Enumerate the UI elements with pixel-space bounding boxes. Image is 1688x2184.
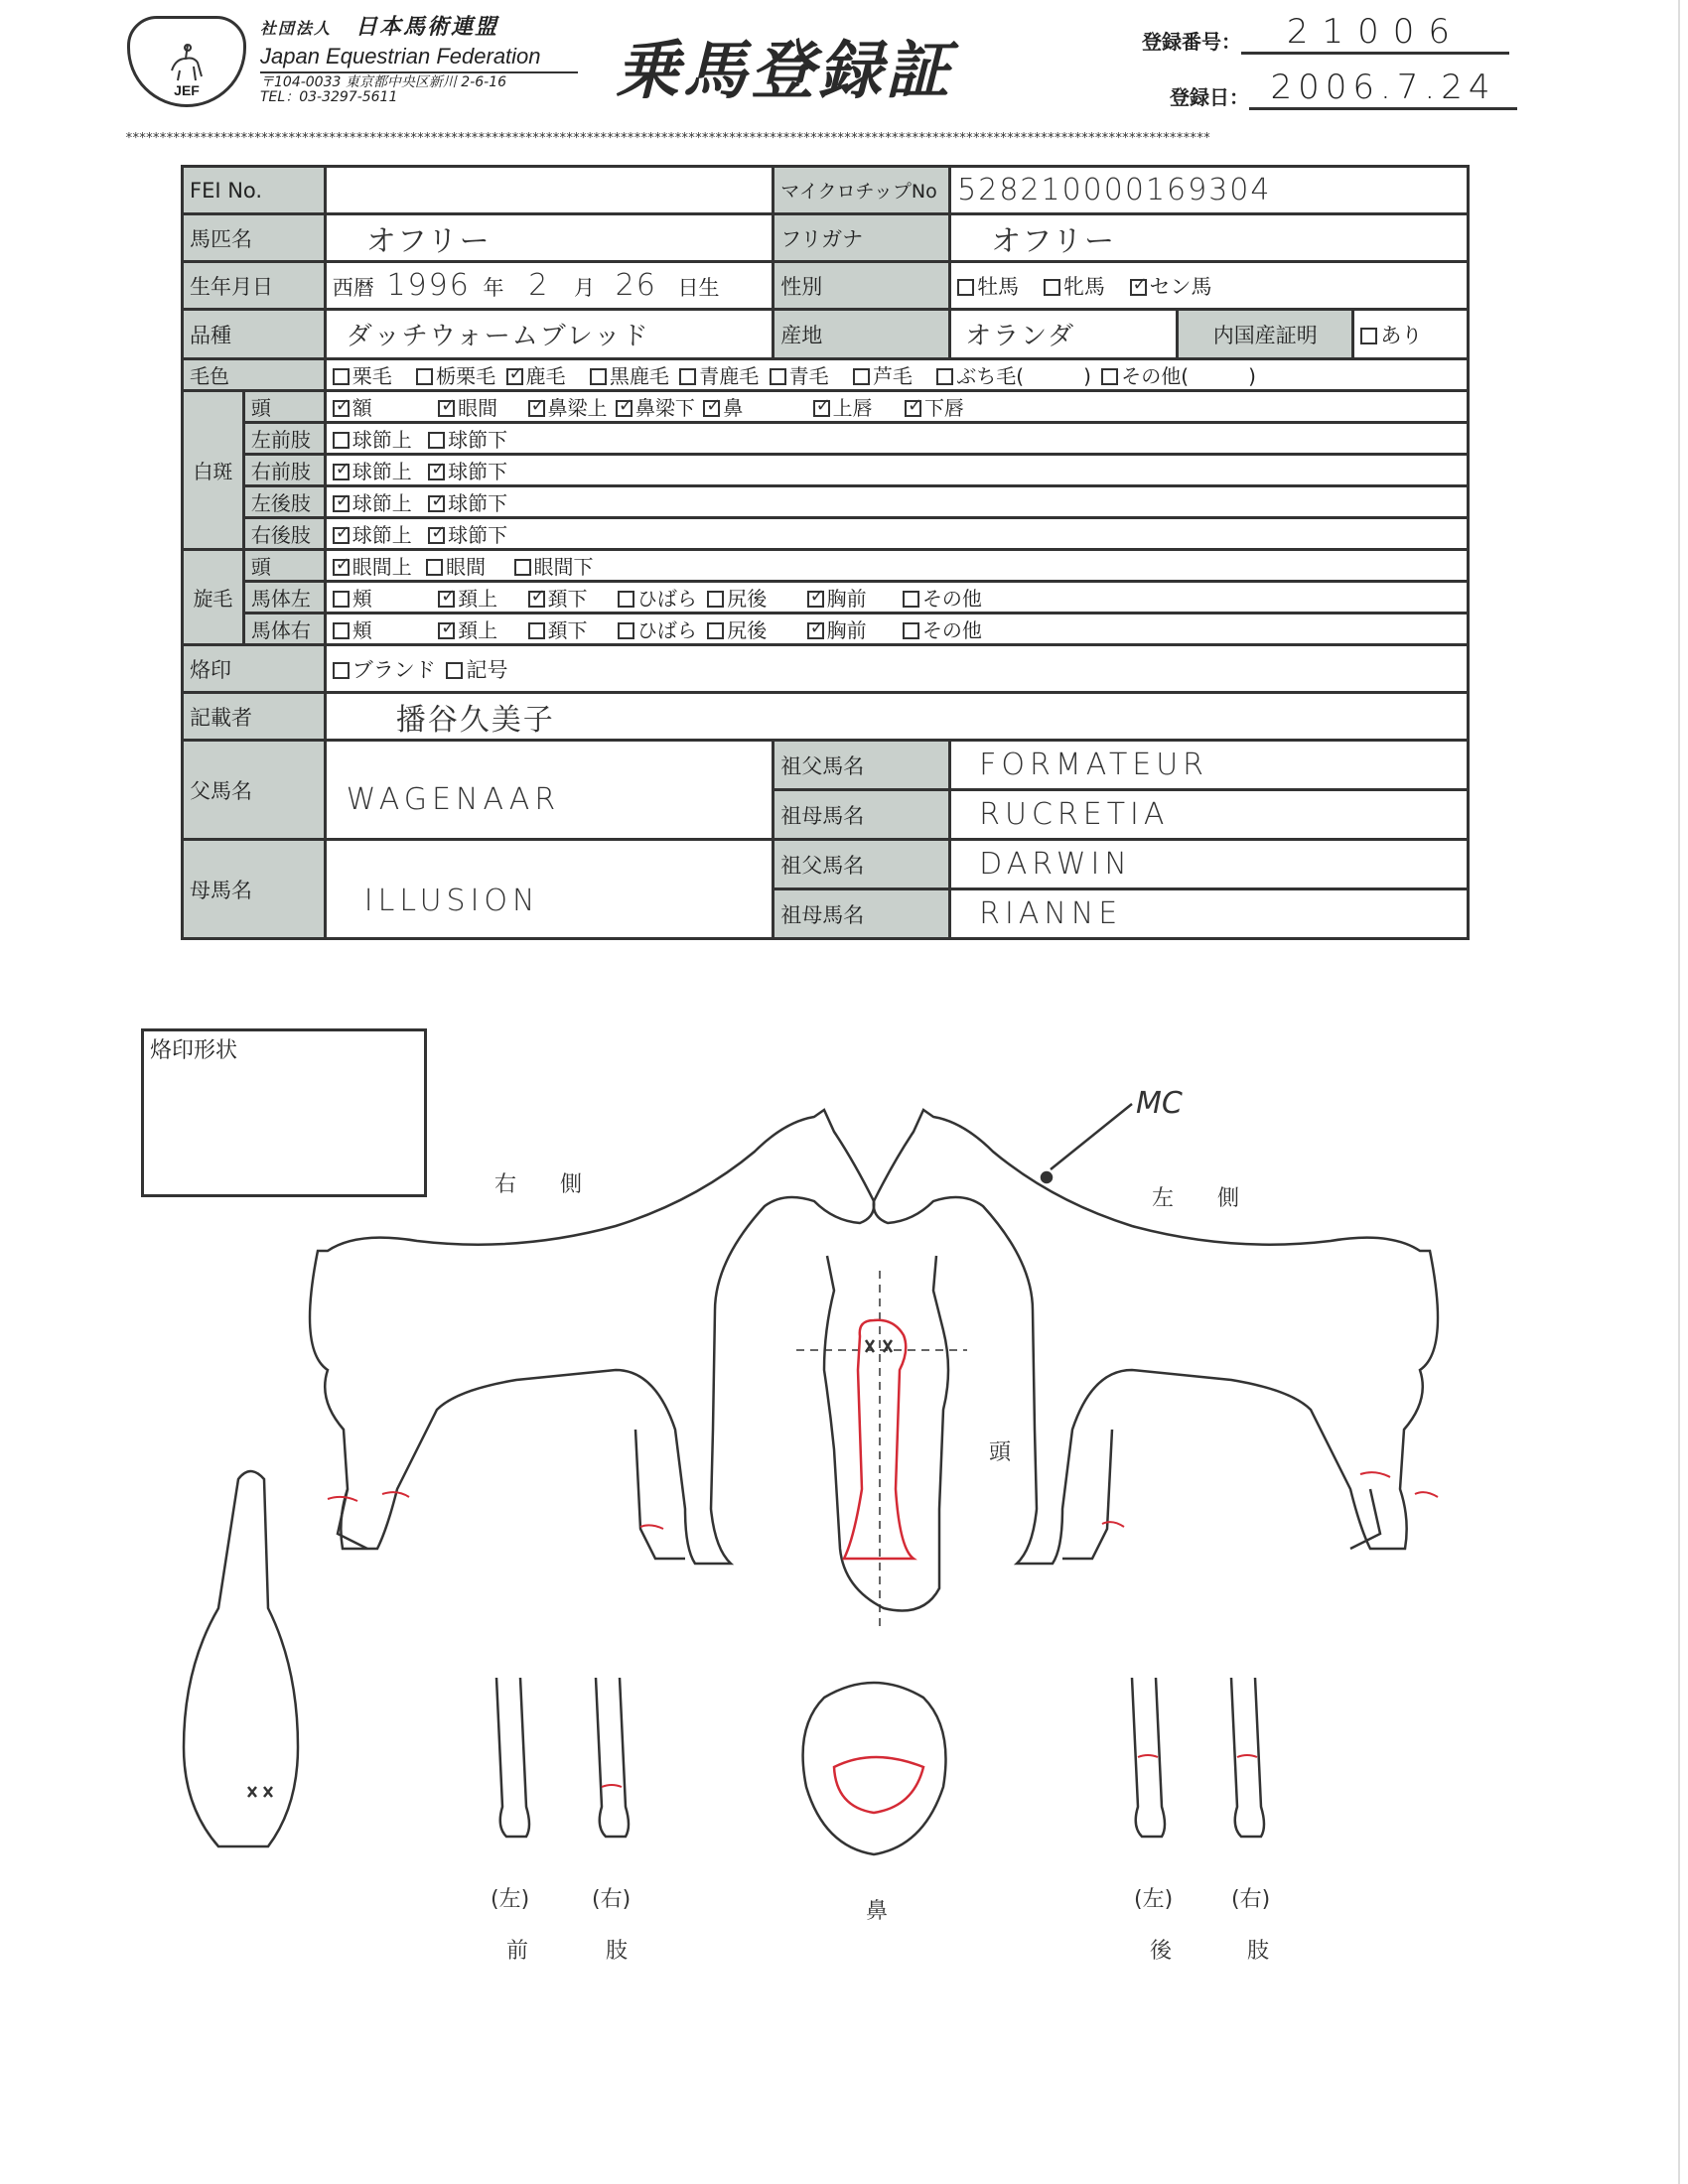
domestic-cert-label: 内国産証明 bbox=[1178, 310, 1353, 359]
coat-option[interactable]: 青鹿毛 bbox=[679, 360, 759, 389]
checkbox-checked[interactable] bbox=[905, 400, 921, 417]
checkbox-checked[interactable] bbox=[506, 368, 523, 385]
horse-diagrams bbox=[0, 1072, 1688, 2065]
whorl-body-left-options bbox=[325, 582, 1468, 614]
marking-part-left-fore: 左前肢 bbox=[243, 423, 325, 455]
marking-right-fore-options bbox=[325, 455, 1468, 486]
coat-option[interactable]: その他( ) bbox=[1101, 360, 1256, 389]
registration-date-label: 登録日： bbox=[1170, 85, 1249, 109]
whorl-body-right-options bbox=[325, 614, 1468, 645]
forelimb-right-label: (右) bbox=[592, 1887, 632, 1912]
checkbox[interactable] bbox=[428, 432, 445, 449]
marking-option[interactable]: ✓ 上唇 bbox=[813, 392, 873, 421]
forelimb-pair-icon bbox=[496, 1678, 629, 1837]
page-edge bbox=[1678, 0, 1680, 2184]
head-label: 頭 bbox=[989, 1440, 1012, 1465]
coat-option[interactable]: ぶち毛( ) bbox=[936, 360, 1091, 389]
sex-option-stallion[interactable]: 牡馬 bbox=[957, 271, 1019, 301]
marking-part-right-hind: 右後肢 bbox=[243, 518, 325, 550]
checkbox[interactable] bbox=[770, 368, 786, 385]
marking-head-options bbox=[325, 391, 1468, 423]
origin-label: 産地 bbox=[774, 310, 950, 359]
checkbox-checked[interactable] bbox=[703, 400, 720, 417]
checkbox[interactable] bbox=[426, 559, 443, 576]
right-side-label: 右 側 bbox=[494, 1172, 583, 1197]
sex-label: 性別 bbox=[774, 262, 950, 310]
whorl-head-options bbox=[325, 550, 1468, 582]
coat-option[interactable]: ✓ 鹿毛 bbox=[506, 360, 566, 389]
horse-head-front-icon bbox=[796, 1256, 967, 1628]
marking-option[interactable]: ✓ 球節下 bbox=[428, 456, 507, 484]
sex-options bbox=[950, 262, 1469, 310]
horse-name-value[interactable]: オフリー bbox=[365, 223, 492, 259]
birth-date-label: 生年月日 bbox=[183, 262, 326, 310]
whorls-label: 旋毛 bbox=[183, 550, 244, 645]
checkbox-checked[interactable] bbox=[438, 400, 455, 417]
whorl-option[interactable]: 眼間下 bbox=[514, 551, 594, 580]
white-markings-label: 白斑 bbox=[183, 391, 244, 550]
checkbox-checked[interactable] bbox=[813, 400, 830, 417]
whorl-option[interactable]: その他 bbox=[903, 614, 982, 643]
whorl-option[interactable]: ✓ 胸前 bbox=[807, 583, 867, 612]
checkbox-checked[interactable] bbox=[428, 464, 445, 480]
marking-left-hind-options bbox=[325, 486, 1468, 518]
fei-no-label: FEI No. bbox=[183, 167, 326, 214]
domestic-cert-option[interactable]: あり bbox=[1353, 310, 1469, 359]
registration-form bbox=[181, 165, 1470, 940]
sex-option-mare[interactable]: 牝馬 bbox=[1044, 271, 1105, 301]
breed-value[interactable]: ダッチウォームブレッド bbox=[346, 322, 650, 351]
checkbox[interactable] bbox=[957, 279, 974, 296]
checkbox[interactable] bbox=[333, 432, 350, 449]
checkbox[interactable] bbox=[514, 559, 531, 576]
marking-option[interactable]: ✓ 額 bbox=[333, 392, 372, 421]
checkbox[interactable] bbox=[1044, 279, 1060, 296]
dam-dam-value[interactable]: RIANNE bbox=[979, 896, 1123, 931]
whorl-option[interactable]: ✓ 胸前 bbox=[807, 614, 867, 643]
forelimb-left-label: (左) bbox=[491, 1887, 530, 1912]
hindlimb-caption-2: 肢 bbox=[1247, 1939, 1270, 1964]
checkbox-checked[interactable] bbox=[1130, 279, 1147, 296]
dam-sire-label: 祖父馬名 bbox=[774, 840, 950, 889]
checkbox-checked[interactable] bbox=[616, 400, 633, 417]
marking-option[interactable]: ✓ 下唇 bbox=[905, 392, 964, 421]
registration-number-label: 登録番号： bbox=[1142, 30, 1241, 54]
whorl-option[interactable]: 眼間 bbox=[426, 551, 486, 580]
horse-rider-icon bbox=[164, 37, 210, 82]
marking-part-right-fore: 右前肢 bbox=[243, 455, 325, 486]
microchip-annotation: MC bbox=[1136, 1086, 1183, 1121]
coat-option[interactable]: 栗毛 bbox=[333, 360, 392, 389]
marking-option[interactable]: 球節上 bbox=[333, 424, 412, 453]
marking-option[interactable]: ✓ 球節下 bbox=[428, 519, 507, 548]
coat-option[interactable]: 栃栗毛 bbox=[416, 360, 495, 389]
whorl-option[interactable]: ✓ 眼間上 bbox=[333, 551, 412, 580]
checkbox-checked[interactable] bbox=[528, 591, 545, 608]
org-name-jp: 社団法人 日本馬術連盟 bbox=[260, 15, 499, 40]
coat-option[interactable]: 芦毛 bbox=[853, 360, 913, 389]
coat-option[interactable]: 黒鹿毛 bbox=[590, 360, 669, 389]
marking-part-head: 頭 bbox=[243, 391, 325, 423]
checkbox-checked[interactable] bbox=[428, 527, 445, 544]
recorder-label: 記載者 bbox=[183, 693, 326, 741]
whorl-option[interactable]: ✓ 頚上 bbox=[438, 614, 497, 643]
checkbox[interactable] bbox=[1360, 328, 1377, 344]
checkbox[interactable] bbox=[618, 591, 634, 608]
checkbox-checked[interactable] bbox=[333, 495, 350, 512]
horse-nose-view-icon bbox=[803, 1683, 946, 1854]
whorl-option[interactable]: 頚下 bbox=[528, 614, 588, 643]
horse-top-view-icon bbox=[184, 1471, 298, 1846]
checkbox-checked[interactable] bbox=[333, 464, 350, 480]
separator-line: **************************************************************************************************************************************************************** bbox=[125, 131, 1210, 146]
checkbox[interactable] bbox=[853, 368, 870, 385]
breed-label: 品種 bbox=[183, 310, 326, 359]
checkbox-checked[interactable] bbox=[438, 622, 455, 639]
whorl-option[interactable]: その他 bbox=[903, 583, 982, 612]
registration-number-value: 21006 bbox=[1241, 12, 1509, 55]
horse-left-side-icon bbox=[874, 1104, 1438, 1564]
furigana-label: フリガナ bbox=[774, 214, 950, 262]
marking-option[interactable]: ✓ 球節上 bbox=[333, 487, 412, 516]
checkbox[interactable] bbox=[333, 591, 350, 608]
recorder-value[interactable]: 播谷久美子 bbox=[395, 702, 555, 738]
horse-name-label: 馬匹名 bbox=[183, 214, 326, 262]
sire-dam-value[interactable]: RUCRETIA bbox=[979, 797, 1170, 832]
checkbox-checked[interactable] bbox=[428, 495, 445, 512]
checkbox[interactable] bbox=[446, 662, 463, 679]
checkbox-checked[interactable] bbox=[333, 400, 350, 417]
marking-left-fore-options bbox=[325, 423, 1468, 455]
sire-sire-value[interactable]: FORMATEUR bbox=[979, 748, 1209, 782]
registration-date-value: 2006.7.24 bbox=[1249, 68, 1517, 110]
coat-color-label: 毛色 bbox=[183, 359, 326, 391]
furigana-value[interactable]: オフリー bbox=[991, 223, 1117, 259]
coat-option[interactable]: 青毛 bbox=[770, 360, 829, 389]
checkbox[interactable] bbox=[903, 622, 919, 639]
checkbox-checked[interactable] bbox=[807, 591, 824, 608]
logo-text: JEF bbox=[174, 82, 200, 98]
checkbox[interactable] bbox=[416, 368, 433, 385]
checkbox-checked[interactable] bbox=[528, 400, 545, 417]
whorl-option[interactable]: 尻後 bbox=[707, 614, 767, 643]
checkbox-checked[interactable] bbox=[333, 559, 350, 576]
brand-shape-label: 烙印形状 bbox=[150, 1038, 238, 1063]
birth-year[interactable]: 1996 bbox=[386, 268, 471, 303]
microchip-value[interactable]: 528210000169304 bbox=[957, 173, 1272, 207]
org-address: 〒104-0033 東京都中央区新川 2-6-16 TEL：03-3297-5611 bbox=[260, 74, 507, 105]
checkbox[interactable] bbox=[618, 622, 634, 639]
whorl-part-head: 頭 bbox=[243, 550, 325, 582]
checkbox[interactable] bbox=[903, 591, 919, 608]
checkbox[interactable] bbox=[679, 368, 696, 385]
hindlimb-left-label: (左) bbox=[1134, 1887, 1174, 1912]
dam-value[interactable]: ILLUSION bbox=[363, 884, 540, 918]
jef-logo bbox=[127, 16, 246, 107]
registration-number bbox=[1142, 12, 1509, 55]
checkbox[interactable] bbox=[528, 622, 545, 639]
forelimb-caption-2: 肢 bbox=[606, 1939, 629, 1964]
marking-option[interactable]: ✓ 眼間 bbox=[438, 392, 497, 421]
checkbox[interactable] bbox=[707, 622, 724, 639]
coat-color-options bbox=[325, 359, 1468, 391]
dam-sire-value[interactable]: DARWIN bbox=[979, 847, 1132, 882]
marking-option[interactable]: ✓ 球節上 bbox=[333, 519, 412, 548]
marking-right-hind-options bbox=[325, 518, 1468, 550]
left-side-label: 左 側 bbox=[1152, 1186, 1240, 1211]
birth-month[interactable]: 2 bbox=[528, 268, 550, 303]
marking-option[interactable]: ✓ 鼻梁下 bbox=[616, 392, 695, 421]
whorl-option[interactable]: ✓ 頚下 bbox=[528, 583, 588, 612]
checkbox[interactable] bbox=[1101, 368, 1118, 385]
sire-label: 父馬名 bbox=[183, 741, 326, 840]
brand-options bbox=[325, 645, 1468, 693]
marking-option[interactable]: ✓ 鼻梁上 bbox=[528, 392, 608, 421]
sire-sire-label: 祖父馬名 bbox=[774, 741, 950, 790]
whorl-part-body-right: 馬体右 bbox=[243, 614, 325, 645]
checkbox[interactable] bbox=[333, 368, 350, 385]
origin-value[interactable]: オランダ bbox=[965, 322, 1076, 351]
document-title: 乗馬登録証 bbox=[616, 35, 953, 108]
brand-option[interactable]: ブランド bbox=[333, 654, 436, 684]
checkbox[interactable] bbox=[590, 368, 607, 385]
microchip-label: マイクロチップNo bbox=[774, 167, 950, 214]
checkbox[interactable] bbox=[333, 622, 350, 639]
marking-part-left-hind: 左後肢 bbox=[243, 486, 325, 518]
checkbox-checked[interactable] bbox=[807, 622, 824, 639]
sire-value[interactable]: WAGENAAR bbox=[346, 782, 561, 817]
org-type: 社団法人 bbox=[260, 19, 333, 38]
marking-option[interactable]: ✓ 鼻 bbox=[703, 392, 743, 421]
horse-right-side-icon bbox=[310, 1110, 874, 1564]
brand-option[interactable]: 記号 bbox=[446, 654, 507, 684]
whorl-option[interactable]: 頬 bbox=[333, 583, 372, 612]
checkbox[interactable] bbox=[936, 368, 953, 385]
birth-date-field[interactable]: 西暦 1996 年 2 月 26 日生 bbox=[325, 262, 773, 310]
marking-option[interactable]: ✓ 球節下 bbox=[428, 487, 507, 516]
org-name-en: Japan Equestrian Federation bbox=[260, 44, 578, 73]
birth-day[interactable]: 26 bbox=[615, 268, 657, 303]
checkbox-checked[interactable] bbox=[333, 527, 350, 544]
checkbox[interactable] bbox=[707, 591, 724, 608]
checkbox[interactable] bbox=[333, 662, 350, 679]
sire-dam-label: 祖母馬名 bbox=[774, 790, 950, 840]
marking-option[interactable]: 球節下 bbox=[428, 424, 507, 453]
whorl-option[interactable]: 尻後 bbox=[707, 583, 767, 612]
marking-option[interactable]: ✓ 球節上 bbox=[333, 456, 412, 484]
sex-option-gelding[interactable]: ✓ セン馬 bbox=[1130, 271, 1212, 301]
registration-date bbox=[1170, 68, 1517, 110]
whorl-option[interactable]: ひばら bbox=[618, 614, 697, 643]
hindlimb-right-label: (右) bbox=[1231, 1887, 1271, 1912]
brand-label: 烙印 bbox=[183, 645, 326, 693]
hindlimb-pair-icon bbox=[1132, 1678, 1264, 1837]
whorl-option[interactable]: ひばら bbox=[618, 583, 697, 612]
dam-dam-label: 祖母馬名 bbox=[774, 889, 950, 939]
fei-no-value[interactable] bbox=[325, 167, 773, 214]
whorl-part-body-left: 馬体左 bbox=[243, 582, 325, 614]
whorl-option[interactable]: 頬 bbox=[333, 614, 372, 643]
whorl-option[interactable]: ✓ 頚上 bbox=[438, 583, 497, 612]
nose-label: 鼻 bbox=[866, 1899, 889, 1924]
hindlimb-caption-1: 後 bbox=[1150, 1939, 1173, 1964]
checkbox-checked[interactable] bbox=[438, 591, 455, 608]
dam-label: 母馬名 bbox=[183, 840, 326, 939]
forelimb-caption-1: 前 bbox=[506, 1939, 529, 1964]
